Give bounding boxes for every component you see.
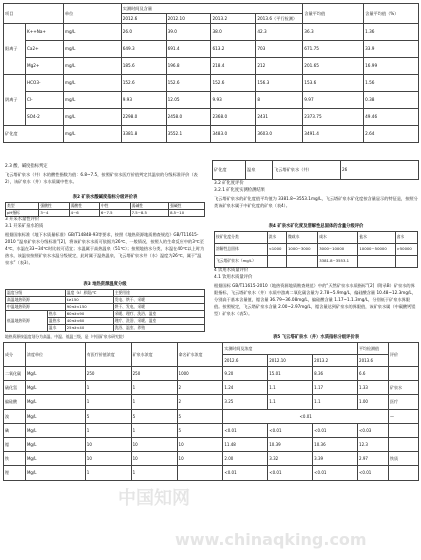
ion-name: K++Na+ bbox=[25, 24, 63, 41]
ion-name: HCO3- bbox=[25, 75, 63, 92]
element-eval bbox=[388, 423, 418, 437]
mineral-sample: 3381.8~3553.1 bbox=[318, 256, 358, 268]
ion-value: 9.93 bbox=[121, 92, 166, 109]
ion-value: 196.8 bbox=[166, 58, 211, 75]
element-value: 2.00 bbox=[223, 452, 268, 466]
note-temperature: 地热资源按温度划分为高温、中温、低温三级，是（中国矿泉水研究院） bbox=[5, 334, 127, 339]
ion-value: 212 bbox=[256, 58, 303, 75]
element-mineral: 10 bbox=[131, 452, 177, 466]
section-2-3: 2.3 酸、碱度指标判定 bbox=[5, 164, 48, 169]
temp-grade: 低温地热资源 bbox=[6, 311, 48, 332]
ion-value: 3603.0 bbox=[256, 126, 303, 143]
element-unit: Mg/L bbox=[25, 409, 85, 423]
ion-value: 16.99 bbox=[364, 58, 419, 75]
mineral-header: 盐水 bbox=[358, 232, 395, 244]
element-value: 11.48 bbox=[223, 437, 268, 451]
element-mineral: 1 bbox=[131, 395, 177, 409]
section-3-2: 3.2 矿化度评价 bbox=[214, 181, 244, 186]
ph-value: 3~4 bbox=[39, 210, 69, 217]
element-value: 3.39 bbox=[313, 452, 358, 466]
table-row bbox=[4, 452, 419, 466]
element-unit: Mg/L bbox=[25, 452, 85, 466]
element-name: 锂 bbox=[4, 466, 26, 480]
element-value: 1.00 bbox=[358, 395, 389, 409]
mineral-tds: 1000~3000 bbox=[286, 244, 317, 256]
element-named bbox=[177, 466, 223, 480]
t5-h-d3: 2013.2 bbox=[313, 355, 358, 367]
section-3-1: 3.1 开采矿泉水的质 bbox=[5, 224, 44, 229]
para-quality: 根据国标 GB/T11615-2010（地热资源地质勘查规范）中的“天然矿泉水水质指标”[2]（附录B）矿泉水的界限指标，飞云塔矿泉水（井）水质中游离二氧化碳含量为 2.78~5.9mg/L，偏硅酸含量 10.48~12.3mg/L，分别高于基本含量值，锶含量 36.79~36.08mg/L，偏硅酸含量 1.17~1.1.3mg/L，分别低于矿泉水界限值。按照规定，飞云塔矿泉水含量 2.00~2.97mg/L，锶含量达到矿泉水的界限值，该矿泉水属（中碳酸钙镁型）矿泉水（表5）。 bbox=[214, 283, 416, 316]
mineral-sample bbox=[286, 256, 317, 268]
ion-value: 2431 bbox=[256, 109, 303, 126]
ion-name: SO4-2 bbox=[25, 109, 63, 126]
mineral-tds: <1000 bbox=[267, 244, 286, 256]
element-value: <0.03 bbox=[358, 423, 389, 437]
element-eval bbox=[388, 367, 418, 381]
element-eval: 医疗 bbox=[388, 395, 418, 409]
ion-name: Ca2+ bbox=[25, 41, 63, 58]
temp-use: 发电、烘干、采暖 bbox=[113, 297, 204, 304]
caption-table3: 表3 地热资源温度分级 bbox=[83, 282, 127, 287]
ion-unit: mg/L bbox=[63, 92, 121, 109]
ion-unit: mg/L bbox=[63, 58, 121, 75]
element-value: <0.01 bbox=[223, 423, 268, 437]
table-row bbox=[6, 311, 205, 318]
watermark-cn: 中国知网 bbox=[118, 488, 190, 509]
ion-value: 38.0 bbox=[211, 24, 256, 41]
table-row bbox=[4, 109, 419, 126]
ion-value: 9.93 bbox=[211, 92, 256, 109]
t5-h-d4: 2013.6 bbox=[358, 355, 389, 367]
ion-unit: mg/L bbox=[63, 75, 121, 92]
mineral-header: 咸水 bbox=[318, 232, 358, 244]
t5-h-eval: 评价 bbox=[388, 343, 418, 367]
table-row bbox=[4, 409, 419, 423]
element-unit: Mg/L bbox=[25, 466, 85, 480]
temp-h-range: 温度（t）界限/℃ bbox=[65, 290, 113, 297]
ion-name: Mg2+ bbox=[25, 58, 63, 75]
table-row bbox=[4, 75, 419, 92]
temp-subgrade: 温热水 bbox=[47, 318, 65, 325]
ph-value: 4~6 bbox=[69, 210, 99, 217]
table-mineralization bbox=[214, 231, 418, 268]
para-acid: 飞云塔矿泉水（井）水的酸性指数为值：6.8~7.5，按照矿泉水医疗价值判定其温泉的分级标准评价（表2），该矿泉水（井）水水质属中性水。 bbox=[5, 172, 198, 184]
element-eval: 铁质 bbox=[388, 452, 418, 466]
element-value: <0.01 bbox=[223, 466, 268, 480]
temp-grade: 高温地热资源 bbox=[6, 297, 66, 304]
ion-value: 153.6 bbox=[303, 75, 364, 92]
t1-h-avg: 含量平均值 bbox=[303, 4, 364, 24]
table-row bbox=[4, 58, 419, 75]
ion-value: 36.3 bbox=[303, 24, 364, 41]
element-value: <0.01 bbox=[313, 466, 358, 480]
mineral-tds: 3000~10000 bbox=[318, 244, 358, 256]
element-value: 10.36 bbox=[313, 437, 358, 451]
ion-value: 33.9 bbox=[364, 41, 419, 58]
table-temperature bbox=[5, 289, 205, 332]
r0-c: 26 bbox=[341, 161, 419, 180]
element-name: 铁 bbox=[4, 452, 26, 466]
element-name: 偏硅酸 bbox=[4, 395, 26, 409]
t1-h-measured: 实测时间及含量 bbox=[121, 4, 303, 14]
table-row bbox=[4, 126, 419, 143]
caption-table5: 表5 飞云塔矿泉水（井）水质指标分级评价表 bbox=[272, 335, 360, 340]
t1-h-d1: 2012.6 bbox=[121, 14, 166, 24]
ion-value: 3483.0 bbox=[211, 126, 256, 143]
mineral-tds: 溶解性总固体 bbox=[215, 244, 268, 256]
t5-h-d2: 2012.10 bbox=[268, 355, 313, 367]
temp-range: t≥150 bbox=[65, 297, 113, 304]
element-name: 二氧化碳 bbox=[4, 367, 26, 381]
section-4: 4 饮用水质量评价 bbox=[214, 268, 249, 273]
ion-name: 矿化度 bbox=[4, 126, 64, 143]
ph-value: 8.5~10 bbox=[169, 210, 205, 217]
t1-h-unit: 单位 bbox=[63, 4, 121, 24]
element-unit: Mg/L bbox=[25, 437, 85, 451]
ion-unit: mg/L bbox=[63, 126, 121, 143]
table-row bbox=[4, 381, 419, 395]
element-value: <0.01 bbox=[358, 466, 389, 480]
element-value: 10.39 bbox=[268, 437, 313, 451]
ion-name: Cl- bbox=[25, 92, 63, 109]
table-row bbox=[4, 24, 419, 41]
element-medical: 10 bbox=[85, 452, 131, 466]
element-value: 1.17 bbox=[313, 381, 358, 395]
ion-value: 201.65 bbox=[303, 58, 364, 75]
ion-value: 3552.1 bbox=[166, 126, 211, 143]
table-row bbox=[6, 297, 205, 304]
element-medical: 1 bbox=[85, 381, 131, 395]
element-value: <0.01 bbox=[313, 423, 358, 437]
ion-value: 185.6 bbox=[121, 58, 166, 75]
element-eval: 矿泉水 bbox=[388, 381, 418, 395]
temp-use: 采暖、理疗、洗浴、温室 bbox=[113, 311, 204, 318]
ion-value: 152.6 bbox=[166, 75, 211, 92]
mineral-sample bbox=[267, 256, 286, 268]
ion-value: 218.4 bbox=[211, 58, 256, 75]
caption-table4: 表4 矿泉水矿化度及溶解性总固体的含量分级评价 bbox=[268, 224, 364, 229]
section-3: 3 开采水量性评价 bbox=[5, 217, 40, 222]
ion-value: 2373.75 bbox=[303, 109, 364, 126]
ion-value: 1.36 bbox=[364, 24, 419, 41]
ion-value: 2.64 bbox=[364, 126, 419, 143]
element-value: <0.01 bbox=[268, 466, 313, 480]
ion-unit: mg/L bbox=[63, 109, 121, 126]
element-eval bbox=[388, 466, 418, 480]
element-value: <0.01 bbox=[268, 423, 313, 437]
element-name: 硫化氢 bbox=[4, 381, 26, 395]
element-named: 5 bbox=[177, 423, 223, 437]
table-ph bbox=[5, 202, 205, 217]
mineral-tds: 10000~50000 bbox=[358, 244, 395, 256]
ion-value: 3491.4 bbox=[303, 126, 364, 143]
element-named: 2 bbox=[177, 381, 223, 395]
mineral-header: 微咸水 bbox=[286, 232, 317, 244]
table-row bbox=[4, 395, 419, 409]
element-value: 9.20 bbox=[223, 367, 268, 381]
ion-value: 691.4 bbox=[166, 41, 211, 58]
ph-value: pH指标 bbox=[6, 210, 39, 217]
mineral-sample bbox=[395, 256, 417, 268]
ion-value: 671.75 bbox=[303, 41, 364, 58]
temp-range: 60≤t<90 bbox=[65, 311, 113, 318]
temp-h-grade: 温度分级 bbox=[6, 290, 66, 297]
para-temperature: 根据国家标准《地下水质量标准》GB/T14848-93等要求，按照《地热资源地质勘查规范》GB/T11615-2010 “温泉矿泉水分级标准”[2]，将该矿泉水水质可依据为26℃、一般情况，按照人的生命反应中的3℃至4℃，水温在33~34℃时比较可适宜；水温属于高热温泉（51℃）；按照地热水分类，水温在40℃以上时为热水，该温泉按照矿泉水水温分级规定，此时属于温热温泉，飞云塔矿泉水井（水）温度为26℃，属于“温泉水”（表3）。 bbox=[5, 232, 205, 265]
watermark-url: www.chinaqking.com bbox=[175, 530, 367, 549]
group-cation: 阳离子 bbox=[4, 24, 26, 75]
element-medical: 1 bbox=[85, 395, 131, 409]
para-mineral: 飞云塔矿泉水的矿化度值平均值为 3381.8~3553.1mg/L，飞云塔矿泉水矿化度按含量显示的特征是，按照分类该矿泉水属于中矿化度的矿泉（表4）。 bbox=[214, 196, 418, 208]
t5-h-c3: 命名矿水浓度 bbox=[177, 343, 223, 367]
table-row bbox=[4, 466, 419, 480]
table-mineral-row bbox=[212, 160, 419, 180]
ph-header: 弱碱性 bbox=[130, 203, 168, 210]
r0-label: 矿化度 bbox=[213, 161, 246, 180]
temp-use: 洗浴、温室、养殖 bbox=[113, 325, 204, 332]
element-eval bbox=[388, 437, 418, 451]
t1-h-ratio: 含量平均值（%） bbox=[364, 4, 419, 24]
element-named: 10 bbox=[177, 452, 223, 466]
element-name: 碘 bbox=[4, 423, 26, 437]
element-medical: 10 bbox=[85, 437, 131, 451]
ion-value: 649.3 bbox=[121, 41, 166, 58]
ion-value: 152.6 bbox=[211, 75, 256, 92]
ion-value: 152.6 bbox=[121, 75, 166, 92]
caption-table2: 表2 矿泉水酸碱度指标分级评价表 bbox=[72, 195, 138, 200]
t5-h-measured: 实测时间及浓度 bbox=[223, 343, 358, 355]
element-mineral: 5 bbox=[131, 409, 177, 423]
mineral-header: 淡水 bbox=[267, 232, 286, 244]
element-mineral: 1 bbox=[131, 423, 177, 437]
section-4-1: 4.1 饮用水质量评价 bbox=[214, 275, 253, 280]
temp-range: 25≤t<40 bbox=[65, 325, 113, 332]
element-value: 1.1 bbox=[268, 381, 313, 395]
mineral-header: 卤水 bbox=[395, 232, 417, 244]
element-value: 1.1 bbox=[268, 395, 313, 409]
temp-range: 40≤t<60 bbox=[65, 318, 113, 325]
ion-value: 8 bbox=[256, 92, 303, 109]
r0-b: 飞云塔矿泉水（井） bbox=[273, 161, 341, 180]
ion-value: 613.2 bbox=[211, 41, 256, 58]
ion-value: 156.3 bbox=[256, 75, 303, 92]
element-named: 10 bbox=[177, 437, 223, 451]
table-row bbox=[4, 367, 419, 381]
element-medical: 5 bbox=[85, 409, 131, 423]
table-row bbox=[4, 437, 419, 451]
ion-value: 12.05 bbox=[166, 92, 211, 109]
element-unit: Mg/L bbox=[25, 367, 85, 381]
element-value: 3.32 bbox=[268, 452, 313, 466]
ph-header: 中性 bbox=[99, 203, 130, 210]
ion-value: 49.46 bbox=[364, 109, 419, 126]
ph-value: 6~7.5 bbox=[99, 210, 130, 217]
t1-h-d3: 2013.2 bbox=[211, 14, 256, 24]
ion-value: 0.38 bbox=[364, 92, 419, 109]
element-named: 5 bbox=[177, 409, 223, 423]
table-ion-content bbox=[3, 3, 419, 143]
table-row bbox=[6, 304, 205, 311]
ph-header: 强碱性 bbox=[169, 203, 205, 210]
table-element-content bbox=[3, 342, 419, 481]
ion-value: 2458.0 bbox=[166, 109, 211, 126]
ph-header: 强酸性 bbox=[39, 203, 69, 210]
ion-value: 3381.8 bbox=[121, 126, 166, 143]
element-mineral: 250 bbox=[131, 367, 177, 381]
element-eval: — bbox=[388, 409, 418, 423]
element-value: 6.6 bbox=[358, 367, 389, 381]
temp-use: 理疗、洗浴、采暖、温室 bbox=[113, 318, 204, 325]
table-row bbox=[4, 423, 419, 437]
mineral-tds: >50000 bbox=[395, 244, 417, 256]
element-value: <0.01 bbox=[223, 409, 389, 423]
ion-value: 42.3 bbox=[256, 24, 303, 41]
temp-use: 烘干、发电、采暖 bbox=[113, 304, 204, 311]
ion-value: 703 bbox=[256, 41, 303, 58]
mineral-header: 按矿化度分类 bbox=[215, 232, 268, 244]
t5-h-c2: 矿泉水浓度 bbox=[131, 343, 177, 367]
ion-value: 1.56 bbox=[364, 75, 419, 92]
element-medical: 1 bbox=[85, 423, 131, 437]
temp-subgrade: 温水 bbox=[47, 325, 65, 332]
t5-h-c1: 有医疗价值浓度 bbox=[85, 343, 131, 367]
element-value: 15.01 bbox=[268, 367, 313, 381]
ion-unit: mg/L bbox=[63, 24, 121, 41]
temp-grade: 中温地热资源 bbox=[6, 304, 66, 311]
ion-value: 2298.0 bbox=[121, 109, 166, 126]
element-unit: Mg/L bbox=[25, 381, 85, 395]
t1-h-d4: 2013.6（平行检测） bbox=[256, 14, 303, 24]
element-medical: 250 bbox=[85, 367, 131, 381]
element-name: 锶 bbox=[4, 437, 26, 451]
element-value: 8.36 bbox=[313, 367, 358, 381]
element-value: 2.97 bbox=[358, 452, 389, 466]
element-medical: 1 bbox=[85, 466, 131, 480]
ph-value: 7.5~8.5 bbox=[130, 210, 168, 217]
mineral-sample bbox=[358, 256, 395, 268]
element-unit: Mg/L bbox=[25, 395, 85, 409]
element-mineral: 10 bbox=[131, 437, 177, 451]
t5-h-avg: 平均检测值 bbox=[358, 343, 389, 355]
element-named: 1000 bbox=[177, 367, 223, 381]
ion-value: 39.0 bbox=[166, 24, 211, 41]
t1-h-d2: 2012.10 bbox=[166, 14, 211, 24]
temp-subgrade: 热水 bbox=[47, 311, 65, 318]
element-unit: Mg/L bbox=[25, 423, 85, 437]
element-mineral: 1 bbox=[131, 381, 177, 395]
temp-range: 90≤t<150 bbox=[65, 304, 113, 311]
t1-h-item: 项目 bbox=[4, 4, 64, 24]
group-anion: 阴离子 bbox=[4, 75, 26, 126]
element-value: 3.25 bbox=[223, 395, 268, 409]
element-value: 1.24 bbox=[223, 381, 268, 395]
element-value: 1.1 bbox=[313, 395, 358, 409]
table-row bbox=[4, 41, 419, 58]
element-mineral: 1 bbox=[131, 466, 177, 480]
element-name: 溴 bbox=[4, 409, 26, 423]
ion-unit: mg/L bbox=[63, 41, 121, 58]
t5-h-d1: 2012.6 bbox=[223, 355, 268, 367]
element-named: 2 bbox=[177, 395, 223, 409]
ion-value: 26.0 bbox=[121, 24, 166, 41]
ion-value: 9.97 bbox=[303, 92, 364, 109]
ph-header: 弱酸性 bbox=[69, 203, 99, 210]
temp-h-use: 主要用途 bbox=[113, 290, 204, 297]
ph-header: 类型 bbox=[6, 203, 39, 210]
t5-h-unit: 浓度单位 bbox=[25, 343, 85, 367]
element-value: 1.33 bbox=[358, 381, 389, 395]
mineral-sample: 飞云塔矿泉水（mg/L） bbox=[215, 256, 268, 268]
table-row bbox=[4, 92, 419, 109]
r0-a: 温泉 bbox=[246, 161, 273, 180]
t5-h-item: 成分 bbox=[4, 343, 26, 367]
section-3-2-1: 3.2.1 矿化度实测检测结果 bbox=[214, 188, 265, 193]
ion-value: 2368.0 bbox=[211, 109, 256, 126]
element-value: 12.3 bbox=[358, 437, 389, 451]
